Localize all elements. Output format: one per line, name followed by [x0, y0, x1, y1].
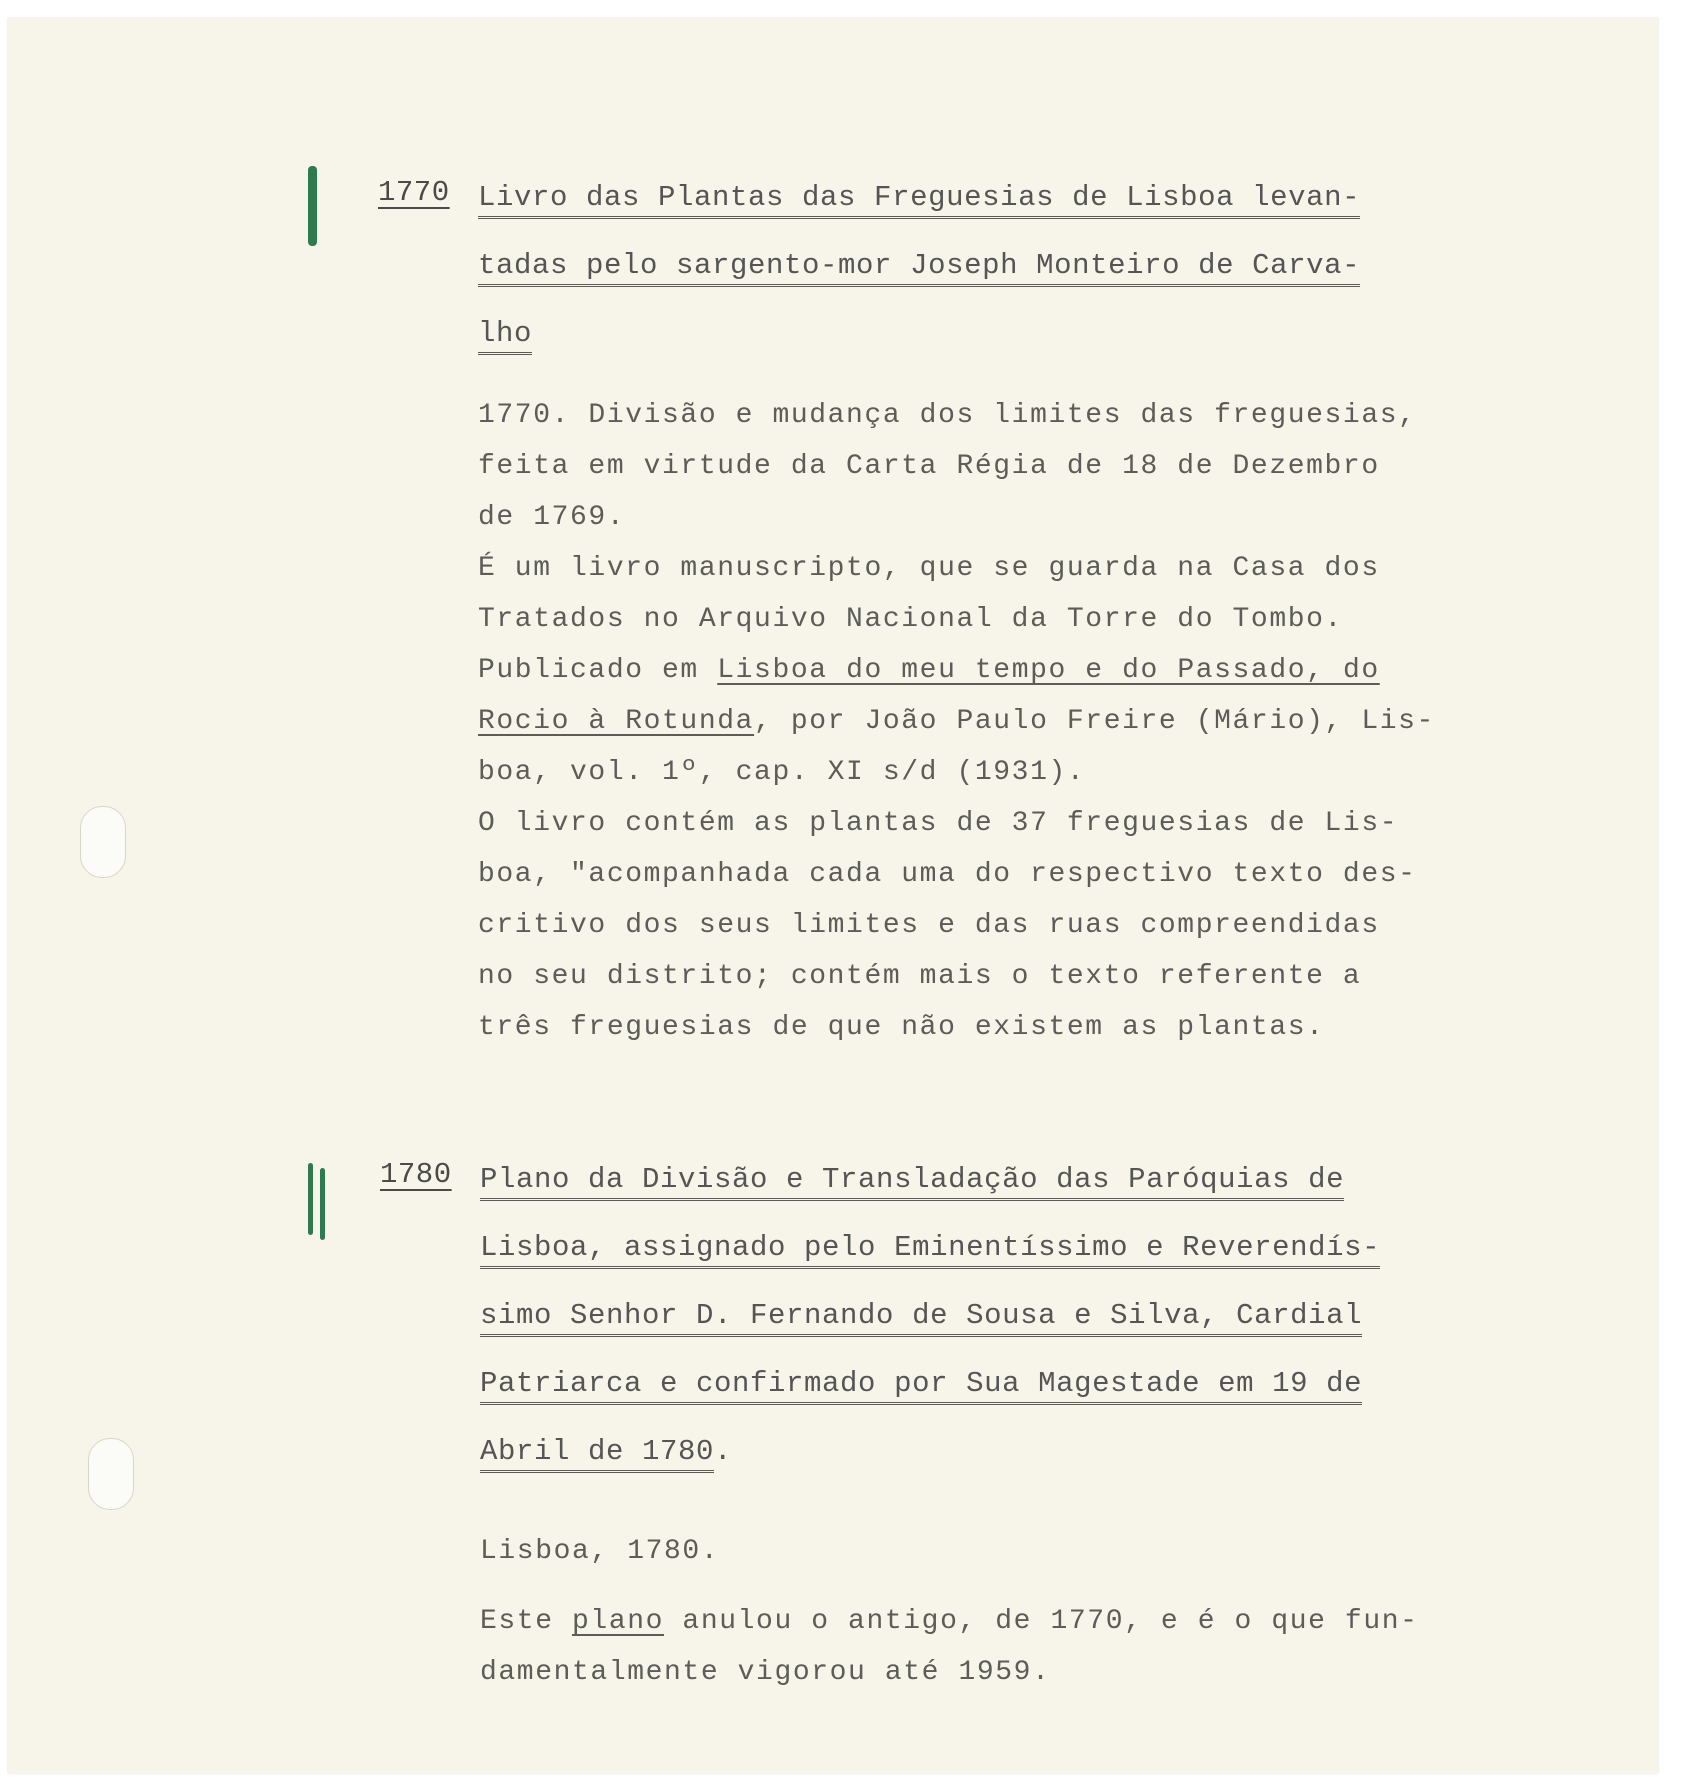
- body-line: no seu distrito; contém mais o texto referente a: [478, 961, 1362, 992]
- body-line: O livro contém as plantas de 37 freguesias de Lis-: [478, 808, 1399, 839]
- body-line: boa, "acompanhada cada uma do respectivo texto des-: [478, 859, 1417, 890]
- body-line: feita em virtude da Carta Régia de 18 de Dezembro: [478, 451, 1380, 482]
- title-line: Plano da Divisão e Transladação das Paróquias de: [480, 1163, 1344, 1201]
- title-line: Patriarca e confirmado por Sua Magestade em 19 de: [480, 1367, 1362, 1405]
- entry-body: [478, 400, 1558, 1063]
- underlined-word: plano: [572, 1606, 665, 1637]
- body-line: critivo dos seus limites e das ruas compreendidas: [478, 910, 1380, 941]
- punch-hole-bottom: [88, 1438, 134, 1510]
- body-line: Tratados no Arquivo Nacional da Torre do Tombo.: [478, 604, 1343, 635]
- publication-title: Rocio à Rotunda: [478, 706, 755, 737]
- body-text: , por João Paulo Freire (Mário), Lis-: [754, 706, 1435, 737]
- entry-title: [480, 1146, 1490, 1486]
- entry-year: 1780: [380, 1158, 452, 1191]
- title-line: simo Senhor D. Fernando de Sousa e Silva, Cardial: [480, 1299, 1362, 1337]
- body-line: boa, vol. 1º, cap. XI s/d (1931).: [478, 757, 1086, 788]
- body-line: de 1769.: [478, 502, 626, 533]
- title-end: .: [714, 1435, 733, 1468]
- body-line: É um livro manuscripto, que se guarda na Casa dos: [478, 553, 1380, 584]
- body-text: Este: [480, 1606, 573, 1637]
- body-line: três freguesias de que não existem as plantas.: [478, 1012, 1325, 1043]
- body-line: damentalmente vigorou até 1959.: [480, 1657, 1051, 1688]
- body-line: 1770. Divisão e mudança dos limites das freguesias,: [478, 400, 1417, 431]
- body-line: [478, 655, 1558, 706]
- title-line: Lisboa, assignado pelo Eminentíssimo e Reverendís-: [480, 1231, 1380, 1269]
- title-line: tadas pelo sargento-mor Joseph Monteiro de Carva-: [478, 249, 1360, 287]
- entry-title: [478, 164, 1488, 368]
- green-margin-mark: [308, 1163, 313, 1235]
- entry-body: [480, 1536, 1560, 1708]
- body-line: [480, 1606, 1560, 1657]
- body-text: Publicado em: [478, 655, 718, 686]
- title-line: Livro das Plantas das Freguesias de Lisboa levan-: [478, 181, 1360, 219]
- body-text: anulou o antigo, de 1770, e é o que fun-: [664, 1606, 1419, 1637]
- title-line: Abril de 1780: [480, 1435, 714, 1473]
- entry-year: 1770: [378, 176, 450, 209]
- green-margin-mark: [320, 1168, 325, 1240]
- body-line: [478, 706, 1558, 757]
- body-line: Lisboa, 1780.: [480, 1536, 720, 1567]
- green-margin-mark: [308, 166, 317, 246]
- paper-sheet: [8, 18, 1658, 1773]
- punch-hole-top: [80, 806, 126, 878]
- title-line: lho: [478, 317, 532, 355]
- publication-title: Lisboa do meu tempo e do Passado, do: [717, 655, 1380, 686]
